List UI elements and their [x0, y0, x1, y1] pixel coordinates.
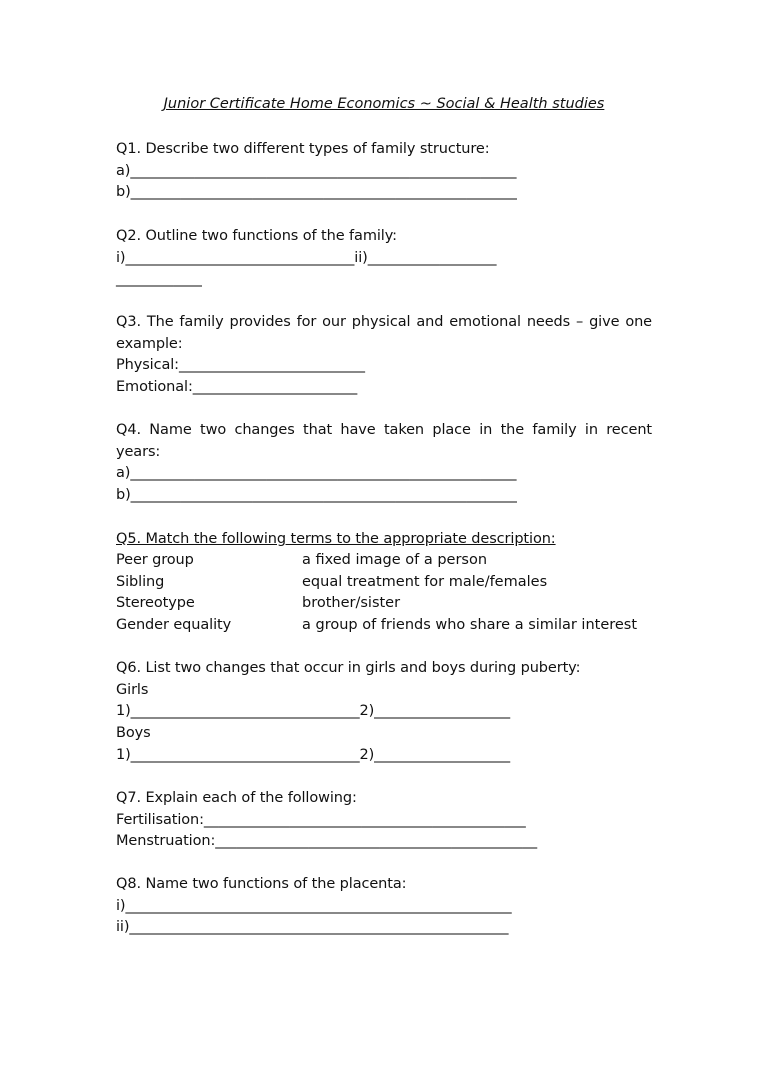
q4-question-line-1: Q4. Name two changes that have taken place in the family in recent: [116, 422, 652, 438]
q6-boys-label: Boys: [116, 725, 151, 741]
q5-description: brother/sister: [302, 595, 401, 611]
q1-answer-a: a)______________________________________________________: [116, 163, 517, 179]
q5-term: Gender equality: [116, 617, 232, 633]
q5-description: equal treatment for male/females: [302, 574, 548, 590]
q7-menstruation-line: Menstruation:_____________________________________________: [116, 833, 538, 849]
q4-answer-b: b)______________________________________________________: [116, 487, 517, 503]
q8-answer-i: i)______________________________________________________: [116, 898, 512, 914]
q7-fertilisation-line: Fertilisation:_____________________________________________: [116, 812, 526, 828]
q7-question: Q7. Explain each of the following:: [116, 790, 357, 806]
q1-question: Q1. Describe two different types of family structure:: [116, 141, 490, 157]
q5-description: a group of friends who share a similar interest: [302, 617, 638, 633]
q8-question: Q8. Name two functions of the placenta:: [116, 876, 407, 892]
q5-term: Stereotype: [116, 595, 195, 611]
q6-girls-label: Girls: [116, 682, 149, 698]
q5-question: Q5. Match the following terms to the appropriate description:: [116, 531, 556, 547]
page-title: Junior Certificate Home Economics ~ Social & Health studies: [163, 96, 605, 112]
q2-answer-line-2: ____________: [116, 271, 202, 287]
q4-answer-a: a)______________________________________________________: [116, 465, 517, 481]
q6-question: Q6. List two changes that occur in girls and boys during puberty:: [116, 660, 581, 676]
q6-girls-line: 1)________________________________2)___________________: [116, 703, 511, 719]
q8-answer-ii: ii)_____________________________________________________: [116, 919, 509, 935]
q4-question-line-2: years:: [116, 444, 161, 460]
q1-answer-b: b)______________________________________________________: [116, 184, 517, 200]
q5-description: a fixed image of a person: [302, 552, 488, 568]
q6-boys-line: 1)________________________________2)___________________: [116, 747, 511, 763]
q2-question: Q2. Outline two functions of the family:: [116, 228, 397, 244]
q5-term: Sibling: [116, 574, 165, 590]
q3-emotional-line: Emotional:_______________________: [116, 379, 358, 395]
q3-question-line-2: example:: [116, 336, 183, 352]
q3-question-line-1: Q3. The family provides for our physical and emotional needs – give one: [116, 314, 652, 330]
q2-answer-line-1: i)________________________________ii)__________________: [116, 250, 497, 266]
q5-term: Peer group: [116, 552, 194, 568]
q3-physical-line: Physical:__________________________: [116, 357, 365, 373]
